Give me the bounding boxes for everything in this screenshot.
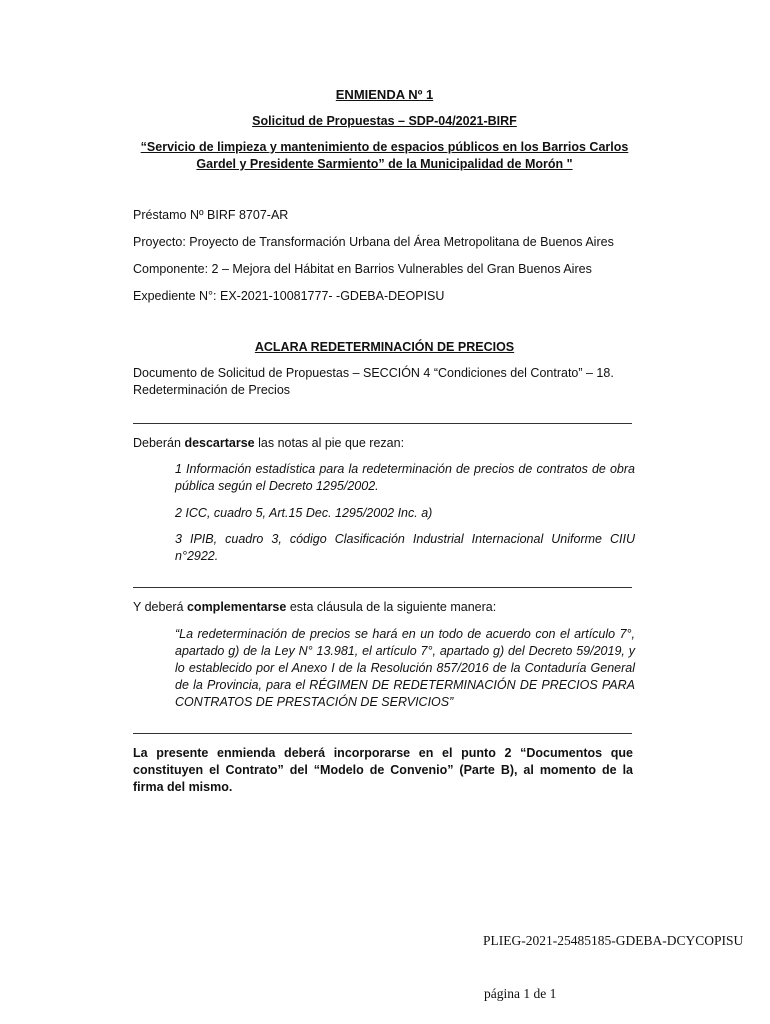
proyecto-line: Proyecto: Proyecto de Transformación Urbana del Área Metropolitana de Buenos Aires [133,235,614,249]
expediente-line: Expediente N°: EX-2021-10081777- -GDEBA-DEOPISU [133,289,445,303]
complementar-lead-pre: Y deberá [133,600,187,614]
prestamo-line: Préstamo Nº BIRF 8707-AR [133,208,289,222]
complementar-lead [133,599,496,616]
document-id-footer: PLIEG-2021-25485185-GDEBA-DCYCOPISU [483,933,744,948]
divider-line [133,587,632,588]
footnote-1: 1 Información estadística para la redeterminación de precios de contratos de obra pública según el Decreto 1295/2002. [175,462,635,493]
clause-quote: “La redeterminación de precios se hará en un todo de acuerdo con el artículo 7°, apartado g) de la Ley N° 13.981, el artículo 7°, apartado g) del Decreto 59/2019, y lo establecido por el Anexo I de la Resolución 857/2016 de la Contaduría General de la Provincia, para el RÉGIMEN DE REDETERMINACIÓN DE PRECIOS PARA CONTRATOS DE PRESTACIÓN DE SERVICIOS” [175,627,635,709]
componente-line: Componente: 2 – Mejora del Hábitat en Barrios Vulnerables del Gran Buenos Aires [133,262,592,276]
complementar-keyword: complementarse [186,600,287,614]
page-number: página 1 de 1 [484,986,557,1001]
divider-line [133,423,632,424]
servicio-heading: “Servicio de limpieza y mantenimiento de espacios públicos en los Barrios Carlos Gardel y Presidente Sarmiento” de la Municipalidad de Morón " [140,140,629,171]
final-paragraph: La presente enmienda deberá incorporarse en el punto 2 “Documentos que constituyen el Contrato” del “Modelo de Convenio” (Parte B), al momento de la firma del mismo. [133,746,633,794]
descartar-lead-pre: Deberán [133,436,185,450]
footnote-2: 2 ICC, cuadro 5, Art.15 Dec. 1295/2002 Inc. a) [175,506,433,520]
document-title: ENMIENDA Nº 1 [335,87,434,102]
section-intro: Documento de Solicitud de Propuestas – SECCIÓN 4 “Condiciones del Contrato” – 18. Redeterminación de Precios [133,366,614,397]
descartar-lead-post: las notas al pie que rezan: [254,436,405,450]
descartar-keyword: descartarse [184,436,255,450]
solicitud-heading: Solicitud de Propuestas – SDP-04/2021-BIRF [252,114,517,128]
section-heading: ACLARA REDETERMINACIÓN DE PRECIOS [254,340,515,354]
complementar-lead-post: esta cláusula de la siguiente manera: [286,600,497,614]
footnote-3: 3 IPIB, cuadro 3, código Clasificación Industrial Internacional Uniforme CIIU n°2922. [175,532,635,563]
divider-line [133,733,632,734]
descartar-lead [133,435,404,452]
